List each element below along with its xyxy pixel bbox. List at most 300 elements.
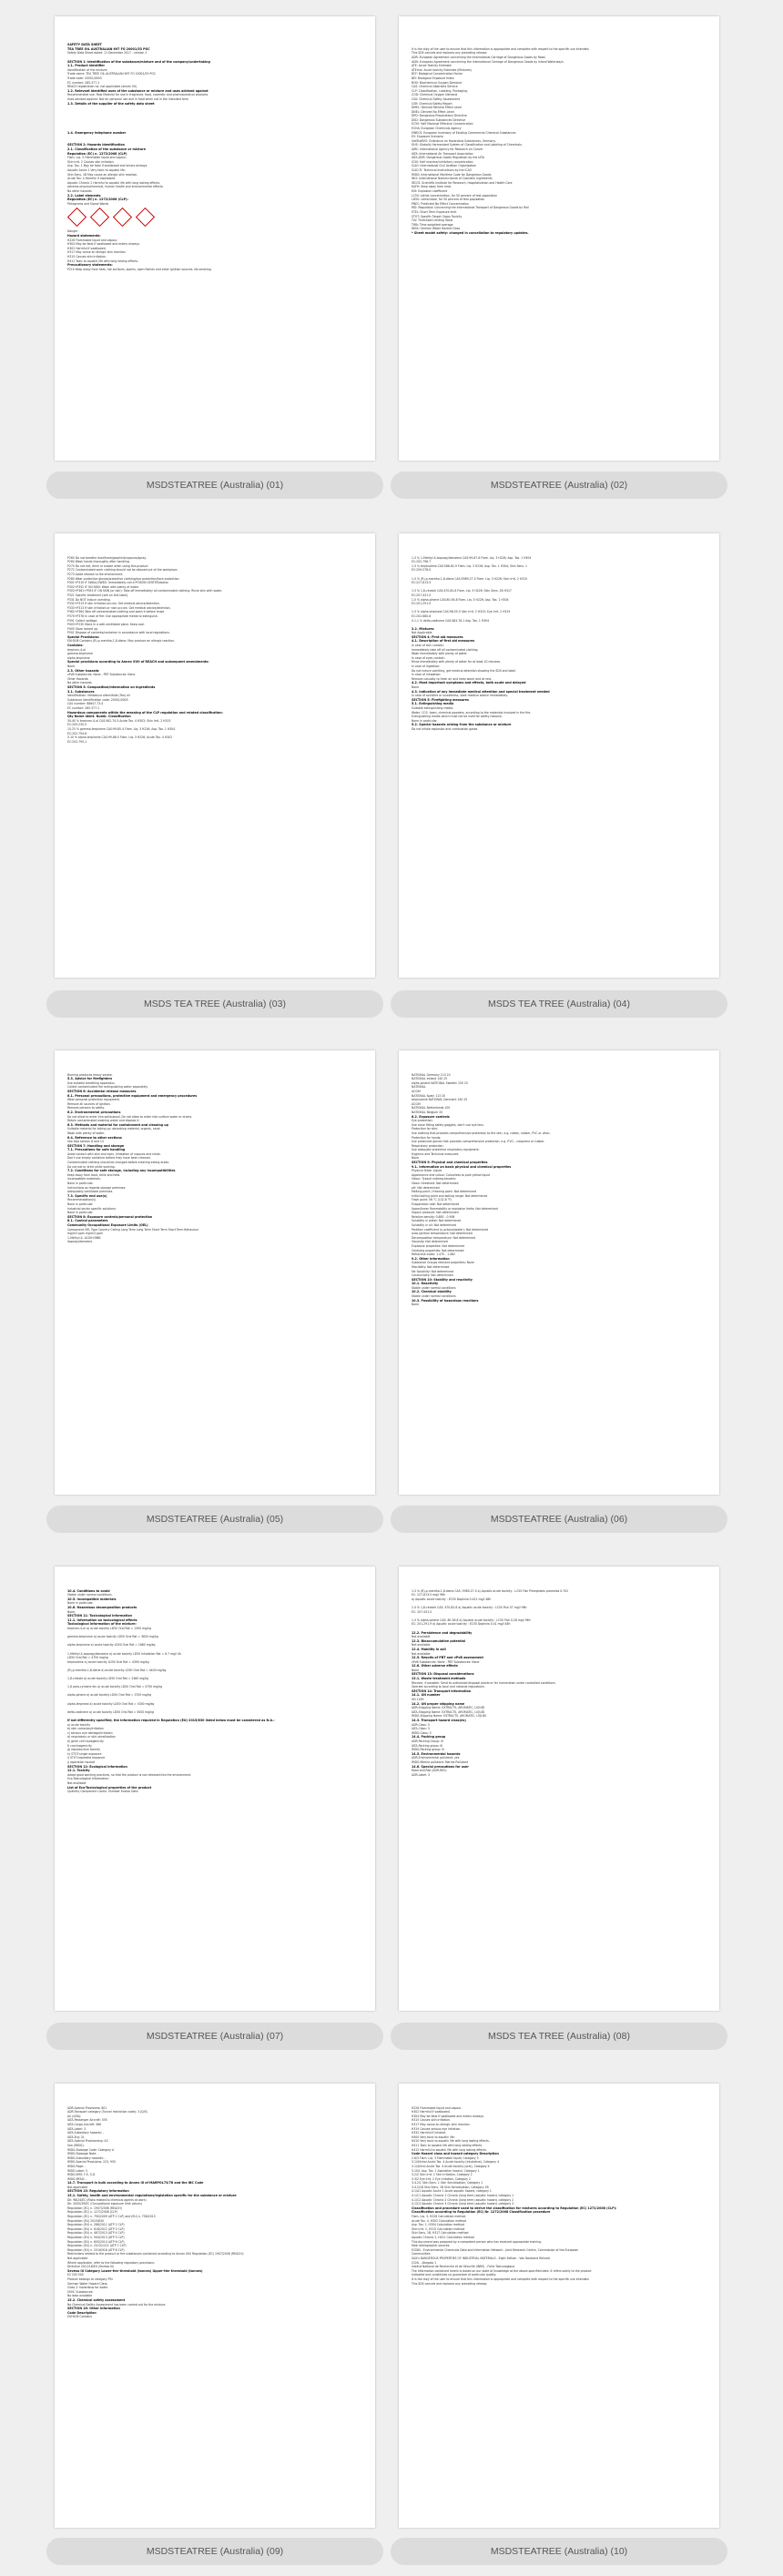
text-line: DSD: Dangerous Substances Directive	[412, 117, 466, 122]
text-line: H412 Harmful to aquatic life with long lasting effects.	[412, 2147, 487, 2152]
text-line: ATEmix: Acute toxicity Estimate (Mixtures)	[412, 67, 472, 72]
text-line: Industrial sector specific solutions:	[67, 1206, 117, 1211]
text-line: CCNL - Allegato 1	[412, 2260, 437, 2265]
text-line: Use protective gloves that provides comprehensive protection, e.g. P.V.C., neoprene or rubber.	[412, 1140, 545, 1144]
text-line: UN 1169	[412, 1698, 424, 1702]
section-heading: 12.3. Bioaccumulative potential	[412, 1638, 466, 1643]
text-line: Dir. 2000/39/EC (Occupational exposure limit values)	[67, 2202, 142, 2206]
text-line: None	[412, 1668, 420, 1672]
text-line: Odour: Typical nutmeg-terpenic	[412, 1177, 456, 1182]
text-line: Burning produces heavy smoke.	[67, 1072, 113, 1077]
text-line: Physical State: Liquid	[412, 1169, 442, 1173]
section-heading: SECTION 2: Hazards identification	[67, 143, 125, 147]
section-heading: 14.1. UN number	[412, 1693, 441, 1698]
text-line: COD: Chemical Oxygen Demand	[412, 93, 458, 97]
text-line: IC50: Half maximal inhibitory concentration	[412, 159, 473, 164]
text-line: P321 Specific treatment (see on this label).	[67, 593, 129, 597]
section-heading: Hazard statements:	[67, 233, 101, 238]
section-heading: 10.1. Reactivity	[412, 1282, 439, 1286]
ghs-pictograms-icon	[67, 208, 362, 227]
section-heading: 14.3. Transport hazard class(es)	[412, 1719, 466, 1722]
section-heading: 7.2. Conditions for safe storage, including any incompatibilities	[67, 1169, 176, 1173]
text-line: In case of accident or unwellness, seek medical advice immediately.	[412, 694, 508, 698]
text-line: EC:202-796-7	[412, 560, 432, 564]
text-line: In case of Ingestion:	[412, 664, 441, 669]
text-line: 1-5 % (R)-p-mentha-1,8-diene CAS: 5989-27-5 a) Aquatic acute toxicity : LC50 Fish Pimephales promelas 0.702	[412, 1588, 569, 1593]
page-caption: MSDS TEA TREE (Australia) (03)	[46, 990, 383, 1018]
text-line: Asp. Tox. 1, H304 Calculation method	[412, 2223, 464, 2227]
section-heading: SECTION 8: Exposure controls/personal protection	[67, 1214, 153, 1219]
text-line: Eco-Toxicological Information:	[67, 1777, 109, 1781]
text-line: ADR-Shipping Name: EXTRACTS, AROMATIC, LIQUID	[412, 1706, 485, 1710]
text-line: Adopt good working practices, so that the product is not released into the environment.	[67, 1772, 192, 1777]
text-line: 3.4.2/1B Skin Sens. 1B Skin Sensitization, Category 1B	[412, 2185, 489, 2189]
text-line: Use close fitting safety goggles, don't use eye lens.	[412, 1122, 484, 1127]
text-line: IATA-Label: 3	[67, 2126, 86, 2131]
text-line: Melting point / freezing point: Not determined	[412, 1190, 477, 1194]
section-heading: 15.2. Chemical safety assessment	[67, 2297, 126, 2302]
text-line: 2.6/3 Flam. Liq. 3 Flammable liquid, Category 3	[412, 2155, 479, 2160]
text-line: Odour threshold: Not determined	[412, 1182, 459, 1186]
text-line: alpha-pinene NATIONAL Sweden 150 25	[412, 1080, 468, 1085]
section-heading: 14.2. UN proper shipping name	[412, 1701, 465, 1706]
section-heading: Community Occupational Exposure Limits (OEL)	[67, 1222, 148, 1227]
text-line: IMDG-Page: -	[67, 2164, 86, 2168]
section-heading: 6.4. Reference to other sections	[67, 1135, 122, 1140]
text-line: Regulation (EC) n. 1907/2006 (REACH)	[67, 2206, 122, 2210]
text-line: Other Hazards:	[67, 676, 89, 681]
text-line: EC: 207-431-5	[412, 1609, 432, 1614]
text-line: EC:202-794-6	[67, 731, 87, 735]
text-line: H332 Harmful if inhaled.	[412, 2131, 446, 2135]
text-line: Communities	[412, 2252, 431, 2257]
section-heading: 7.1. Precautions for safe handling	[67, 1148, 126, 1152]
text-line: P303+P361+P353 IF ON SKIN (or hair): Take off immediately all contaminated clothing. Rinse skin with water.	[67, 589, 222, 593]
section-heading: Toxicological information of the mixture:	[67, 1622, 137, 1627]
text-line: Explosive properties: Not determined	[412, 1243, 464, 1248]
exclamation-icon	[113, 208, 132, 227]
text-line: IMDG-Subsidiary hazards: -	[67, 2155, 106, 2160]
text-line: Don't use empty container before they have been cleaned.	[67, 1156, 151, 1161]
section-heading: Special provisions according to Annex XVII of REACH and subsequent amendments:	[67, 660, 209, 664]
document-page[interactable]	[399, 1050, 719, 1495]
text-line: Component OEL Type Country Ceiling Long Term Long Term Short Term Short Term Behaviour	[67, 1227, 199, 1232]
text-line: Aquatic Acute 1 Very toxic to aquatic life.	[67, 168, 126, 172]
text-line: ADR-Environmental pollutant: yes	[412, 1756, 460, 1760]
document-page[interactable]	[55, 16, 375, 461]
text-line: NATIONAL Belgium 20	[412, 1110, 443, 1114]
text-line: ICAO-TI: Technical Instructions by the ICAO	[412, 168, 473, 172]
text-line: 3.3/2 Eye Irrit. 2 Eye irritation, Category 2	[412, 2176, 471, 2181]
section-heading: List of Eco-Toxicological properties of the product	[67, 1785, 152, 1790]
text-line: IMDG-Special Provisions: 223, 955	[67, 2160, 116, 2165]
text-line: DPD: Dangerous Preparations Directive	[412, 114, 467, 118]
document-page[interactable]	[55, 2084, 375, 2528]
text-line: 4.1/C3 Aquatic Chronic 3 Chronic (long term) aquatic hazard, category 3	[412, 2202, 514, 2206]
text-line: P272 Contaminated work clothing should not be allowed out of the workplace.	[67, 568, 178, 573]
text-line: EC number: 285-377-1	[67, 705, 100, 710]
text-line: d) respiratory or skin sensitisation	[67, 1735, 116, 1739]
text-line: isopropylbenzene	[67, 1240, 93, 1244]
text-line: IATA-Shipping Name: EXTRACTS, AROMATIC, LIQUID	[412, 1709, 485, 1714]
text-line: NATIONAL	[412, 1085, 426, 1090]
section-heading: 5.2. Special hazards arising from the substance or mixture	[412, 723, 512, 727]
text-line: P280 Wear protective gloves/protective clothing/eye protection/face protection.	[67, 576, 180, 581]
text-line: IMDG-Stowage Code: Category A	[67, 2147, 115, 2152]
text-line: EUH208 Contains	[67, 2315, 92, 2319]
section-heading: 2.3. Other hazards	[67, 668, 99, 673]
document-page[interactable]	[399, 533, 719, 978]
text-line: WGK: German Water Hazard Class	[412, 227, 461, 231]
section-heading: 4.1. Description of first aid measures	[412, 639, 475, 644]
text-line: gamma-terpinene a) acute toxicity LD50 Oral Rat = 3650 mg/kg	[67, 1635, 158, 1639]
text-line: ECHA: European Chemicals Agency	[412, 127, 462, 131]
text-line: IATA-Packing group: III	[412, 1743, 443, 1748]
document-page[interactable]	[399, 16, 719, 461]
text-line: Not available	[412, 1643, 431, 1648]
text-line: Road and Rail (ADR-RID):	[412, 1769, 447, 1773]
text-line: Adverse physicochemical, human health and environmental effects:	[67, 185, 164, 189]
text-line: Evaporation rate: Not determined	[412, 1202, 460, 1206]
text-line: Not available	[412, 1635, 431, 1639]
page-text	[412, 35, 707, 236]
text-line: Eye protection:	[412, 1119, 433, 1123]
text-line: H226 Flammable liquid and vapour.	[412, 2105, 463, 2110]
text-line: P302+P352 IF ON SKIN: Wash with plenty of water.	[67, 584, 139, 589]
text-line: Fat Solubility: Not determined	[412, 1269, 453, 1273]
text-line: Oxidizing properties: Not determined	[412, 1248, 464, 1253]
section-heading: SECTION 14: Transport information	[412, 1689, 472, 1693]
text-line: None in particular.	[67, 1182, 94, 1186]
page-text	[67, 1585, 362, 1794]
text-line: E2 200 500	[67, 2273, 84, 2277]
text-line: mg/m3 ppm mg/m3 ppm	[67, 1232, 103, 1236]
text-line: None in particular.	[412, 718, 438, 723]
text-line: H302 Harmful if swallowed.	[67, 246, 107, 250]
text-line: P210 Keep away from heat, hot surfaces, sparks, open flames and other ignition sources. No smoking.	[67, 267, 212, 271]
text-line: Not available	[67, 1780, 86, 1785]
text-line: CLP: Classification, Labeling, Packaging.	[412, 88, 468, 93]
text-line: Substance identification code: 20001/0003	[67, 697, 128, 702]
section-heading: SECTION 16: Other information	[67, 2307, 120, 2311]
section-heading: SECTION 4: First aid measures	[412, 634, 463, 639]
text-line: IATA-Cargo Aircraft: 366	[67, 2122, 101, 2126]
text-line: REACH registration no: not applicable (annex VII)	[67, 85, 137, 89]
section-heading: SECTION 5: Firefighting measures	[412, 697, 469, 702]
document-page[interactable]	[55, 1567, 375, 2011]
text-line: 1,8 para-cymene etc a) acute toxicity LD50 Oral Rat = 4750 mg/kg	[67, 1685, 163, 1689]
text-line: Rinse immediately with plenty of water for at least 10 minutes.	[412, 660, 502, 664]
text-line: Wear personal protection equipment.	[67, 1098, 120, 1102]
text-line: ECDIN - Environmental Chemicals Data and Information Network - Joint Research Centre, Commission of the European	[412, 2247, 579, 2252]
text-line: j) aspiration hazard	[67, 1760, 96, 1764]
page-text	[67, 2102, 362, 2319]
text-line: Operate according to local and national regulations.	[412, 1685, 485, 1689]
text-line: Auto-ignition temperature: Not determined	[412, 1232, 473, 1236]
section-heading: SECTION 9: Physical and chemical properties	[412, 1161, 488, 1165]
section-heading: 5.1. Extinguishing media	[412, 702, 454, 706]
text-line: ADR-Packing Group: III	[412, 1739, 443, 1743]
text-line: CAS: Chemical Abstracts Service	[412, 85, 458, 89]
text-line: e) germ cell mutagenicity	[67, 1739, 104, 1743]
text-line: IATA-DGR: Dangerous Goods Regulation by the IATA	[412, 156, 484, 160]
text-line: Suitable extinguishing media:	[412, 705, 454, 710]
text-line: IMDG-Packing group: III	[412, 1748, 445, 1752]
page-caption: MSDSTEATREE (Australia) (06)	[391, 1506, 727, 1533]
text-line: Skin Irrit. 2 Causes skin irritation.	[67, 159, 115, 164]
page-text	[412, 1069, 707, 1307]
section-heading: 14.7. Transport in bulk according to Annex III of MARPOL73/78 and the IBC Code	[67, 2181, 204, 2186]
section-heading: 14.6. Special precautions for user	[412, 1764, 469, 1769]
text-line: c) serious eye damage/irritation	[67, 1730, 113, 1735]
section-heading: 9.1. Information on basic physical and chemical properties	[412, 1164, 512, 1169]
text-line: vPvB Substances: None - PBT Substances: None	[67, 673, 136, 677]
text-line: Contaminated clothing should be changed before entering eating areas.	[67, 1161, 169, 1165]
text-line: Do not eat or drink while working.	[67, 1164, 116, 1169]
text-line: P405 Store locked up.	[67, 626, 98, 631]
section-heading: 14.4. Packing group	[412, 1735, 446, 1739]
text-line: 1-5 % alpha-pinene CAS: 80-56-8 a) Aquatic acute toxicity : LC50 Fish 0.28 mg/l 96h	[412, 1618, 531, 1622]
flame-icon	[67, 208, 86, 227]
text-line: ADR: European Agreement concerning the International Carriage of Dangerous Goods by Road.	[412, 55, 546, 59]
section-heading: 1.3. Details of the supplier of the safety data sheet	[67, 101, 155, 106]
text-line: 1,8-cineole a) acute toxicity LD50 Oral Rat = 2480 mg/kg	[67, 1677, 148, 1681]
text-line: Air (IATA):	[67, 2114, 82, 2118]
text-line: Decomposition temperature: Not determined	[412, 1235, 475, 1240]
section-heading: If not differently specified, the information required in Regulation (EU) 2015/830 listed below must be considered as N.A.:	[67, 1719, 275, 1722]
text-line: EC:227-813-5	[412, 581, 432, 585]
text-line: EINECS: European Inventory of Existing Commercial Chemical Substances	[412, 130, 516, 135]
text-line: Regulation (EU) n. 605/2014 (ATP 6 CLP)	[67, 2239, 125, 2244]
text-line: 1-Methyl-4- ACGIH NNN	[67, 1235, 101, 1240]
text-line: Appearance and colour: Colourless to pale yellow liquid	[412, 1172, 490, 1177]
section-heading: SECTION 13: Disposal considerations	[412, 1672, 474, 1677]
text-line: LD50: Lethal dose, for 50 percent of test population	[412, 198, 485, 202]
text-line: P391 Collect spillage.	[67, 618, 98, 623]
text-line: Refractive index: 1.475 - 1.482	[412, 1253, 455, 1257]
text-line: Regulation (EC) n. 790/2009 (ATP 1 CLP) and (EU) n. 758/2013	[67, 2215, 156, 2219]
text-line: Vapour pressure: Not determined	[412, 1211, 459, 1215]
text-line: In case of skin contact:	[412, 644, 444, 648]
section-heading: 12.1. Toxicity	[67, 1769, 90, 1773]
page-caption: MSDSTEATREE (Australia) (10)	[391, 2538, 727, 2565]
text-line: KAFH: Keep away from heat	[412, 185, 452, 189]
text-line: H304 May be fatal if swallowed and enters airways.	[412, 2114, 484, 2118]
text-line: Hygienic and Technical measures	[412, 1151, 459, 1156]
text-line: SVHC Substances:	[67, 2289, 94, 2294]
text-line: 4.1/A1 Aquatic Acute 1 Acute aquatic hazard, category 1	[412, 2189, 492, 2194]
text-line: P331 Do NOT induce vomiting.	[67, 597, 111, 602]
page-caption: MSDSTEATREE (Australia) (09)	[46, 2538, 383, 2565]
text-line: Asp. Tox. 1 May be fatal if swallowed and enters airways.	[67, 164, 148, 168]
text-line: 4.1/C1 Aquatic Chronic 1 Chronic (long term) aquatic hazard, category 1	[412, 2194, 514, 2198]
text-line: P501 Dispose of contents/container in accordance with local regulations.	[67, 631, 170, 635]
text-line: Regulation (EU) n. 944/2013 (ATP 5 CLP)	[67, 2236, 125, 2239]
text-line: alpha-terpinene a) acute toxicity LD50 Oral Rat = 1680 mg/kg	[67, 1643, 156, 1648]
section-heading: 6.1. Personal precautions, protective equipment and emergency procedures	[67, 1093, 198, 1098]
text-line: Acute Tox. 4, H302 Calculation method	[412, 2218, 467, 2223]
text-line: terpinolene NATIONAL Denmark 140 25	[412, 1098, 468, 1102]
text-line: IARC: International Agency for Research on Cancer	[412, 147, 483, 152]
text-line: DMEL: Derived Minimal Effect Level	[412, 106, 463, 110]
text-line: 3.10/1 Asp. Tox. 1 Aspiration hazard, Category 1	[412, 2168, 480, 2173]
text-line: TWA: Time-weighted average	[412, 222, 453, 227]
section-heading: SECTION 12: Ecological information	[67, 1764, 127, 1769]
text-line: vPvB Substances: None - PBT Substances: None	[412, 1659, 480, 1664]
text-line: It is the duty of the user to ensure that this information is appropriate and complete with respect to the specific use intended.	[412, 2277, 590, 2281]
section-heading: 10.3. Possibility of hazardous reactions	[412, 1298, 479, 1303]
text-line: 1-5 % terpinolene CAS:586-62-9 Flam. Liq. 3 H226; Asp. Tox. 1 H304; Skin Sens. 1	[412, 563, 527, 568]
text-line: alpha-pinene a) acute toxicity LD50 Oral Rat = 3700 mg/kg	[67, 1693, 152, 1698]
text-line: Use suitable breathing apparatus.	[67, 1080, 116, 1085]
text-line: STOT: Specific Target Organ Toxicity	[412, 214, 463, 218]
text-line: STEL: Short Term Exposure limit	[412, 209, 457, 214]
text-line: CAS number: 68647-73-4	[67, 702, 104, 706]
section-heading: 12.5. Results of PBT and vPvB assessment	[412, 1656, 483, 1660]
text-line: 1-5 % alpha-pinene CAS:80-56-8 Flam. Liq. 3 H226; Asp. Tox. 1 H304	[412, 597, 509, 602]
text-line: GefStoffVO: Ordinance on Hazardous Substances, Germany.	[412, 138, 496, 143]
text-line: Solubility in oil: Not determined	[412, 1222, 456, 1227]
text-line: Recommended use: Raw Material for use in fragrance, food, cosmetic and pharmaceutical products	[67, 93, 208, 97]
text-line: Danger	[67, 229, 78, 234]
text-line: Remove persons to safety.	[67, 1106, 105, 1111]
section-heading: 9.2. Other information	[412, 1256, 450, 1261]
text-line: ACGIH	[412, 1089, 421, 1093]
document-page[interactable]	[55, 1050, 375, 1495]
text-line: P273 Avoid release to the environment.	[67, 572, 124, 576]
text-line: Product belongs to category P5c	[67, 2277, 114, 2281]
text-line: Solubility in water: Not determined	[412, 1219, 462, 1223]
text-line: IRCCS: Scientific Institute for Research, Hospitalization and Health Care	[412, 180, 513, 185]
text-line: INCI: International Nomenclature of Cosmetic Ingredients	[412, 177, 493, 181]
text-line: H315 Causes skin irritation.	[67, 254, 107, 259]
text-line: ICAO: International Civil Aviation Organization	[412, 164, 477, 168]
text-line: EC:209-578-0	[412, 568, 432, 573]
section-heading: SECTION 1: Identification of the substance/mixture and of the company/undertaking	[67, 59, 210, 64]
text-line: Stable under normal conditions.	[67, 1593, 113, 1597]
text-line: Relative density: 0.885 - 0.906	[412, 1214, 455, 1219]
text-line: 15-25 % gamma-terpinene CAS:99-85-4 Flam. Liq. 3 H226; Asp. Tox. 1 H304	[67, 726, 176, 731]
text-line: Protection for skin:	[412, 1127, 439, 1131]
text-line: EC: 201-291-9 a) Aquatic acute toxicity : EC50 Daphnia 0.41 mg/l 48h	[412, 1622, 511, 1627]
text-line: LD50 Oral Rat = 4750 mg/kg	[67, 1656, 108, 1660]
section-heading: SECTION 3: Composition/information on ingredients	[67, 685, 156, 689]
text-line: IMDG: International Maritime Code for Dangerous Goods	[412, 172, 492, 177]
text-line: a) acute toxicity	[67, 1722, 91, 1727]
text-line: EC50: Half Maximal Effective Concentration	[412, 122, 473, 127]
text-line: b) skin corrosion/irritation	[67, 1727, 104, 1731]
text-line: None	[412, 1156, 420, 1161]
text-line: IMDG-Class: 3	[412, 1730, 432, 1735]
page-caption: MSDS TEA TREE (Australia) (08)	[391, 2023, 727, 2050]
text-line: Identification: Melaleuca alternifolia (Tea) oil	[67, 694, 130, 698]
text-line: ADR-Transport category (Tunnel restriction code): 3 (D/E)	[67, 2110, 147, 2115]
text-line: H226 Flammable liquid and vapour.	[67, 238, 118, 242]
text-line: h) STOT-single exposure	[67, 1751, 102, 1756]
text-line: No other hazards	[67, 188, 92, 193]
text-line: H400 Very toxic to aquatic life.	[412, 2135, 455, 2139]
text-line: None in particular	[67, 1211, 93, 1215]
text-line: None	[67, 664, 76, 669]
section-heading: SECTION 15: Regulatory information	[67, 2189, 129, 2194]
text-line: IMDG-Stowage Note: -	[67, 2152, 99, 2156]
text-line: Aquatic Chronic 2, H411 Calculation method	[412, 2236, 474, 2239]
section-heading: Seveso III Category Lower-tier threshold (tonnes) Upper-tier threshold (tonnes)	[67, 2268, 203, 2273]
section-heading: Classification according to Regulation (EC) Nr. 1272/2008 Classification procedure	[412, 2210, 551, 2215]
text-line: H304 May be fatal if swallowed and enters airways.	[67, 242, 140, 247]
section-heading: 12.6. Other adverse effects	[412, 1664, 458, 1668]
text-line: Collect contaminated fire extinguishing water separately.	[67, 1085, 148, 1090]
text-line: f) carcinogenicity	[67, 1743, 92, 1748]
text-line: Sea (IMDG):	[67, 2143, 85, 2147]
text-line: P264 Wash hands thoroughly after handling.	[67, 560, 130, 564]
text-line: CSA: Chemical Safety Assessment	[412, 96, 461, 101]
section-heading: Hazardous components within the meaning of the CLP regulation and related classification:	[67, 710, 223, 715]
text-line: ACGIH	[412, 1101, 421, 1106]
text-line: IATA-Special Provisioning: A3	[67, 2139, 108, 2144]
text-line: IMDG-Label: 3	[67, 2168, 87, 2173]
text-line: This document was prepared by a competent person who has received appropriate training.	[412, 2239, 542, 2244]
text-line: H410 Very toxic to aquatic life with long lasting effects.	[412, 2139, 490, 2144]
section-heading: Regulation (EC) n. 1272/2008 (CLP)	[67, 151, 127, 156]
text-line: Skin Irrit. 2, H315 Calculation method	[412, 2226, 465, 2231]
text-line: 30-40 % terpinen-4-ol CAS:562-74-3 Acute Tox. 4 H302; Skin Irrit. 2 H315	[67, 718, 171, 723]
page-text	[412, 1585, 707, 1777]
text-line: pH: Not determined	[412, 1185, 440, 1190]
text-line: 1-Methyl-4-isopropylbenzene a) acute toxicity LD50 Inhalation Rat = 6.7 mg/l 4h	[67, 1651, 181, 1656]
text-line: Remove casualty to fresh air and keep warm and at rest.	[412, 676, 493, 681]
text-line: H317 May cause an allergic skin reaction.	[412, 2122, 471, 2126]
text-line: See also section 8 and 13	[67, 1140, 104, 1144]
text-line: IATA-Class: 3	[412, 1727, 430, 1731]
text-line: IATA-Erg: 3L	[67, 2135, 85, 2139]
page-caption: MSDSTEATREE (Australia) (05)	[46, 1506, 383, 1533]
section-heading: Regulation (EC) n. 1272/2008 (CLP):	[67, 198, 128, 202]
text-line: BOD: Biochemical Oxygen Demand	[412, 80, 462, 85]
text-line: PNEC: Predicted No Effect Concentration	[412, 201, 469, 206]
section-heading: 10.2. Chemical stability	[412, 1290, 452, 1294]
document-page[interactable]	[399, 2084, 719, 2528]
section-heading: Precautionary statements:	[67, 263, 113, 268]
document-page[interactable]	[399, 1567, 719, 2011]
text-line: Flash point: 56 °C (132.8 °F)	[412, 1198, 453, 1202]
text-line: Pictograms and Signal Words	[67, 201, 109, 206]
text-line: Immediately take off all contaminated clothing.	[412, 647, 479, 652]
text-line: BEI: Biological Exposure Index	[412, 76, 454, 80]
section-heading: SECTION 10: Stability and reactivity	[412, 1277, 473, 1282]
text-line: EC number: 285-377-1	[67, 80, 100, 85]
text-line: Extinguishing media which must not be used for safety reasons:	[412, 715, 503, 719]
section-heading: 11.1. Information on toxicological effects	[67, 1618, 137, 1622]
text-line: Do not inhale explosion and combustion gases.	[412, 726, 479, 731]
text-line: NATIONAL Germany 110 20	[412, 1072, 451, 1077]
text-line: No data available	[67, 2294, 93, 2298]
text-line: terpinen-4-ol a) acute toxicity LD50 Oral Rat = 1300 mg/kg	[67, 1626, 151, 1630]
text-line: Incompatible materials:	[67, 1177, 101, 1182]
text-line: gamma-terpinene	[67, 652, 93, 656]
text-line: Uses advised against: Not for personal use and in food when not in the intended form	[67, 96, 188, 101]
text-line: Do not allow to enter into soil/subsoil. Do not allow to enter into surface water or drains.	[67, 1114, 193, 1119]
document-page[interactable]	[55, 533, 375, 978]
text-line: RID: Regulation Concerning the International Transport of Dangerous Goods by Rail	[412, 206, 529, 210]
text-line: H319 Causes serious eye irritation.	[412, 2126, 462, 2131]
text-line: (R)-p-mentha-1,8-diene a) acute toxicity LD50 Oral Rat = 4400 mg/kg	[67, 1668, 167, 1672]
text-line: Quantity Component Contin. Number Ecotox Data	[67, 1790, 138, 1794]
section-heading: 1.4. Emergency telephone number	[67, 130, 127, 135]
text-line: alpha-terpinene	[67, 655, 90, 660]
text-line: ADR-Class: 3	[412, 1722, 430, 1727]
text-line: 1-5 % 1-Methyl-4-isopropylbenzene CAS:99-87-6 Flam. Liq. 3 H226; Asp. Tox. 1 H304	[412, 555, 532, 560]
